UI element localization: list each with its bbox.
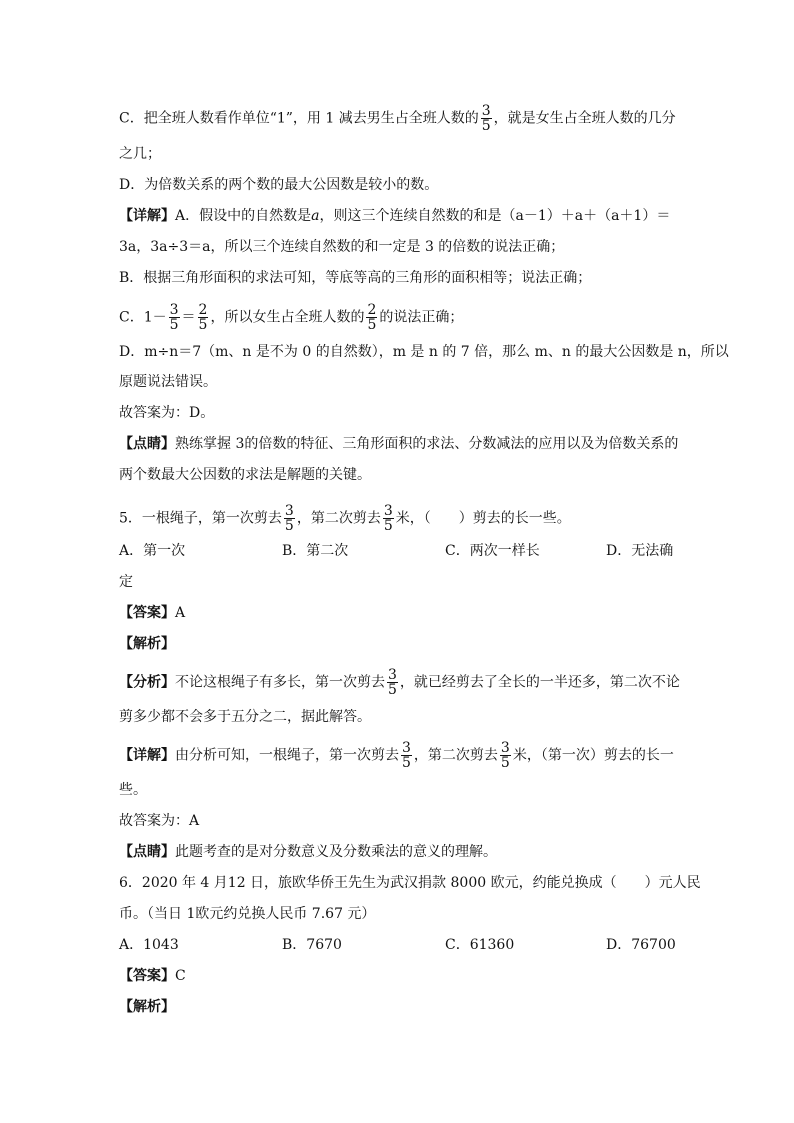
- fraction: $\frac{3}{5}$: [481, 103, 491, 134]
- answer-tag: 【答案】: [119, 605, 175, 621]
- fraction: $\frac{3}{5}$: [500, 740, 510, 771]
- q5-fenxi: 【分析】不论这根绳子有多长，第一次剪去 $\frac{3}{5}$ ，就已经剪去了全长的一半还多，第二次不论: [119, 667, 680, 698]
- fraction: $\frac{3}{5}$: [383, 503, 393, 534]
- q4-detail-a: 【详解】A．假设中的自然数是a，则这三个连续自然数的和是（a－1）＋a＋（a＋1）＝: [119, 208, 671, 224]
- q4-point: 【点睛】熟练掌握 3的倍数的特征、三角形面积的求法、分数减法的应用以及为倍数关系的: [119, 436, 679, 452]
- q4-detail-c: C．1－ $\frac{3}{5}$ ＝ $\frac{2}{5}$ ，所以女生占全班人数的 $\frac{2}{5}$ 的说法正确；: [119, 302, 464, 333]
- detail-tag: 【详解】: [119, 208, 175, 224]
- q5-fenxi-cont: 剪多少都不会多于五分之二，据此解答。: [119, 709, 371, 725]
- fraction: $\frac{2}{5}$: [367, 302, 377, 333]
- q4-option-c: C．把全班人数看作单位“1”，用 1 减去男生占全班人数的 $\frac{3}{5}$ ，就是女生占全班人数的几分: [119, 103, 676, 134]
- q4-point-cont: 两个数最大公因数的求法是解题的关键。: [119, 467, 371, 483]
- q4-detail-a-cont: 3a，3a÷3＝a，所以三个连续自然数的和一定是 3 的倍数的说法正确；: [119, 239, 565, 255]
- fraction: $\frac{2}{5}$: [198, 302, 208, 333]
- fraction: $\frac{3}{5}$: [388, 667, 397, 698]
- answer-tag: 【答案】: [119, 968, 175, 984]
- q4-answer: 故答案为：D。: [119, 405, 215, 421]
- q4-option-d: D．为倍数关系的两个数的最大公因数是较小的数。: [119, 177, 439, 193]
- fraction: $\frac{3}{5}$: [284, 503, 294, 534]
- q5-final: 故答案为：A: [119, 813, 200, 829]
- q5-option-a: A．第一次: [119, 543, 186, 559]
- point-tag: 【点睛】: [119, 844, 175, 860]
- q4-detail-d: D．m÷n＝7（m、n 是不为 0 的自然数），m 是 n 的 7 倍，那么 m、n 的最大公因数是 n，所以: [119, 344, 729, 360]
- q6-option-d: D．76700: [606, 937, 676, 953]
- q6-option-a: A．1043: [119, 937, 179, 953]
- q4-detail-d-cont: 原题说法错误。: [119, 374, 217, 390]
- q5-point: 【点睛】此题考查的是对分数意义及分数乘法的意义的理解。: [119, 844, 497, 860]
- q5-stem: 5．一根绳子，第一次剪去 $\frac{3}{5}$ ，第二次剪去 $\frac{3}{5}$ 米，（ ）剪去的长一些。: [119, 503, 571, 534]
- q5-detail: 【详解】由分析可知，一根绳子，第一次剪去 $\frac{3}{5}$ ，第二次剪去 $\frac{3}{5}$ 米，（第一次）剪去的长一: [119, 740, 674, 771]
- q5-analysis-tag: 【解析】: [119, 636, 175, 652]
- point-tag: 【点睛】: [119, 436, 175, 452]
- q4-option-c-text: C．把全班人数看作单位“1”，用 1 减去男生占全班人数的: [119, 110, 479, 127]
- q6-option-b: B．7670: [282, 937, 342, 953]
- q5-detail-cont: 些。: [119, 782, 147, 798]
- fraction: $\frac{3}{5}$: [402, 740, 411, 771]
- q4-detail-b: B．根据三角形面积的求法可知，等底等高的三角形的面积相等；说法正确；: [119, 270, 592, 286]
- q5-answer: 【答案】A: [119, 605, 186, 621]
- q5-option-b: B．第二次: [282, 543, 349, 559]
- detail-tag: 【详解】: [119, 747, 175, 764]
- fraction: $\frac{3}{5}$: [169, 302, 179, 333]
- q6-analysis-tag: 【解析】: [119, 999, 175, 1015]
- q4-option-c-cont: 之几；: [119, 146, 161, 162]
- q6-stem: 6．2020 年 4 月12 日，旅欧华侨王先生为武汉捐款 8000 欧元，约能兑换成（ ）元人民: [119, 875, 701, 891]
- q6-option-c: C．61360: [445, 937, 515, 953]
- q5-option-d: D．无法确: [606, 543, 674, 559]
- fenxi-tag: 【分析】: [119, 674, 175, 691]
- q5-option-c: C．两次一样长: [445, 543, 540, 559]
- q5-option-d-cont: 定: [119, 574, 133, 590]
- q6-stem-cont: 币。（当日 1欧元约兑换人民币 7.67 元）: [119, 906, 376, 922]
- q6-answer: 【答案】C: [119, 968, 186, 984]
